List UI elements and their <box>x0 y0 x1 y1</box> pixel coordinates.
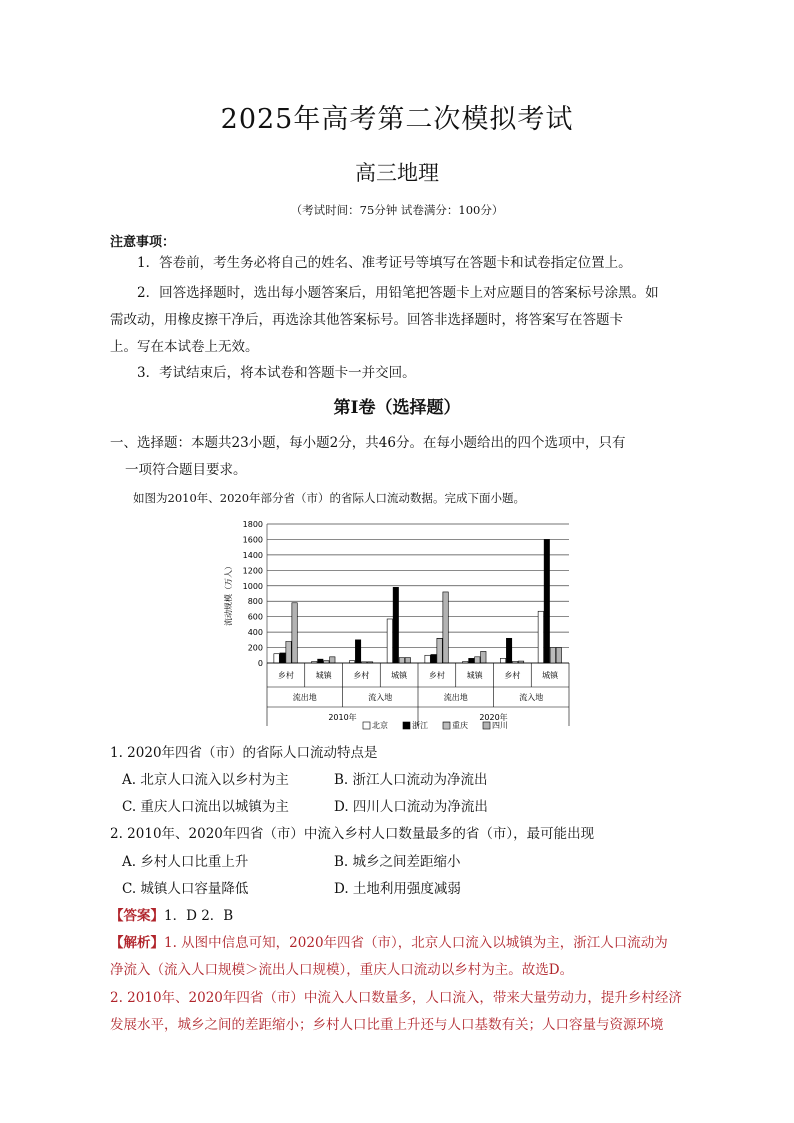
legend-swatch-浙江 <box>403 722 410 729</box>
bar-北京-0 <box>274 654 279 663</box>
bar-浙江-2 <box>355 640 360 663</box>
bar-浙江-1 <box>318 659 323 663</box>
analysis-line-3: 2. 2010年、2020年四省（市）中流入人口数量多，人口流入，带来大量劳动力，提升乡村经济 <box>110 990 682 1006</box>
x-category-label: 城镇 <box>391 671 408 680</box>
x-flow-group-label: 流入地 <box>368 693 393 702</box>
y-tick-label: 1600 <box>242 535 263 545</box>
bar-北京-3 <box>387 619 392 663</box>
bar-重庆-5 <box>475 657 480 663</box>
analysis-line-4: 发展水平，城乡之间的差距缩小；乡村人口比重上升还与人口基数有关；人口容量与资源环境 <box>110 1017 664 1033</box>
x-year-label: 2020年 <box>479 713 508 722</box>
question-2-stem: 2. 2010年、2020年四省（市）中流入乡村人口数量最多的省（市），最可能出现 <box>110 826 595 842</box>
bar-浙江-4 <box>431 655 436 663</box>
bar-浙江-3 <box>393 587 398 663</box>
question-2-option-a: A. 乡村人口比重上升 <box>122 854 249 870</box>
notice-item-2-end: 上。写在本试卷上无效。 <box>110 339 259 355</box>
section-title: 第Ⅰ卷（选择题） <box>333 398 461 418</box>
section-instruction: 一、选择题：本题共23小题，每小题2分，共46分。在每小题给出的四个选项中，只有 <box>110 435 626 451</box>
bar-四川-1 <box>330 657 335 663</box>
exam-subtitle: 高三地理 <box>355 161 439 185</box>
notice-item-3: 3．考试结束后，将本试卷和答题卡一并交回。 <box>137 365 416 381</box>
question-2-option-b: B. 城乡之间差距缩小 <box>334 854 461 870</box>
y-tick-label: 1200 <box>242 566 263 576</box>
notice-item-2: 2．回答选择题时，选出每小题答案后，用铅笔把答题卡上对应题目的答案标号涂黑。如 <box>137 285 659 301</box>
x-category-label: 城镇 <box>542 671 559 680</box>
analysis-label: 【解析】 <box>110 935 164 951</box>
y-tick-label: 200 <box>247 643 263 653</box>
y-tick-label: 1400 <box>242 550 263 560</box>
question-2-option-d: D. 土地利用强度减弱 <box>334 881 461 897</box>
question-1-stem: 1. 2020年四省（市）的省际人口流动特点是 <box>110 745 378 761</box>
y-tick-label: 800 <box>247 597 263 607</box>
exam-title: 2025年高考第二次模拟考试 <box>220 104 574 135</box>
analysis-line-2: 净流入（流入人口规模＞流出人口规模），重庆人口流动以乡村为主。故选D。 <box>110 962 574 978</box>
legend-swatch-北京 <box>363 722 370 729</box>
bar-浙江-7 <box>544 539 549 663</box>
exam-time-info: （考试时间：75分钟 试卷满分：100分） <box>290 203 504 217</box>
legend-label: 北京 <box>372 721 388 730</box>
x-category-label: 城镇 <box>315 671 332 680</box>
answer-label: 【答案】 <box>110 908 164 924</box>
question-1-option-b: B. 浙江人口流动为净流出 <box>334 772 488 788</box>
bar-四川-0 <box>292 603 297 663</box>
y-tick-label: 400 <box>247 628 263 638</box>
bar-重庆-4 <box>437 638 442 663</box>
chart-ylabel: 流动规模（万人） <box>224 562 233 626</box>
bar-重庆-7 <box>550 648 555 663</box>
answer-text: 1．D 2．B <box>164 908 234 924</box>
analysis-text-1: 1. 从图中信息可知，2020年四省（市），北京人口流入以城镇为主，浙江人口流动为 <box>164 935 668 951</box>
x-flow-group-label: 流出地 <box>292 693 317 702</box>
chart-intro: 如图为2010年、2020年部分省（市）的省际人口流动数据。完成下面小题。 <box>133 491 526 505</box>
legend-label: 四川 <box>492 721 508 730</box>
population-flow-chart <box>215 512 575 740</box>
bar-北京-7 <box>538 611 543 663</box>
bar-重庆-3 <box>399 658 404 663</box>
question-1-option-d: D. 四川人口流动为净流出 <box>334 799 488 815</box>
x-category-label: 乡村 <box>353 671 370 680</box>
x-category-label: 乡村 <box>504 671 521 680</box>
x-category-label: 城镇 <box>466 671 483 680</box>
x-flow-group-label: 流出地 <box>443 693 468 702</box>
x-flow-group-label: 流入地 <box>519 693 544 702</box>
notice-item-2-cont: 需改动，用橡皮擦干净后，再选涂其他答案标号。回答非选择题时，将答案写在答题卡 <box>110 312 623 328</box>
bar-北京-6 <box>500 658 505 663</box>
bar-四川-5 <box>481 651 486 663</box>
bar-四川-7 <box>556 648 561 663</box>
analysis-line-1 <box>110 933 668 953</box>
question-1-option-c: C. 重庆人口流出以城镇为主 <box>122 799 289 815</box>
x-year-label: 2010年 <box>328 713 357 722</box>
legend-swatch-四川 <box>483 722 490 729</box>
bar-北京-4 <box>425 655 430 663</box>
answer-line <box>110 906 233 926</box>
bar-浙江-6 <box>506 638 511 663</box>
y-tick-label: 0 <box>257 659 263 668</box>
y-tick-label: 600 <box>247 612 263 622</box>
x-category-label: 乡村 <box>277 671 294 680</box>
legend-label: 浙江 <box>412 721 428 730</box>
notice-item-1: 1．答卷前，考生务必将自己的姓名、准考证号等填写在答题卡和试卷指定位置上。 <box>137 255 632 271</box>
bar-四川-4 <box>443 592 448 663</box>
bar-重庆-0 <box>286 641 291 663</box>
legend-swatch-重庆 <box>443 722 450 729</box>
question-1-option-a: A. 北京人口流入以乡村为主 <box>122 772 289 788</box>
y-tick-label: 1000 <box>242 581 263 591</box>
bar-浙江-0 <box>280 653 285 663</box>
y-tick-label: 1800 <box>242 520 263 529</box>
bar-四川-3 <box>405 658 410 663</box>
legend-label: 重庆 <box>452 721 468 730</box>
bar-浙江-5 <box>469 658 474 663</box>
notice-heading: 注意事项： <box>110 235 176 250</box>
question-2-option-c: C. 城镇人口容量降低 <box>122 881 249 897</box>
section-instruction-cont: 一项符合题目要求。 <box>125 462 247 478</box>
x-category-label: 乡村 <box>428 671 445 680</box>
